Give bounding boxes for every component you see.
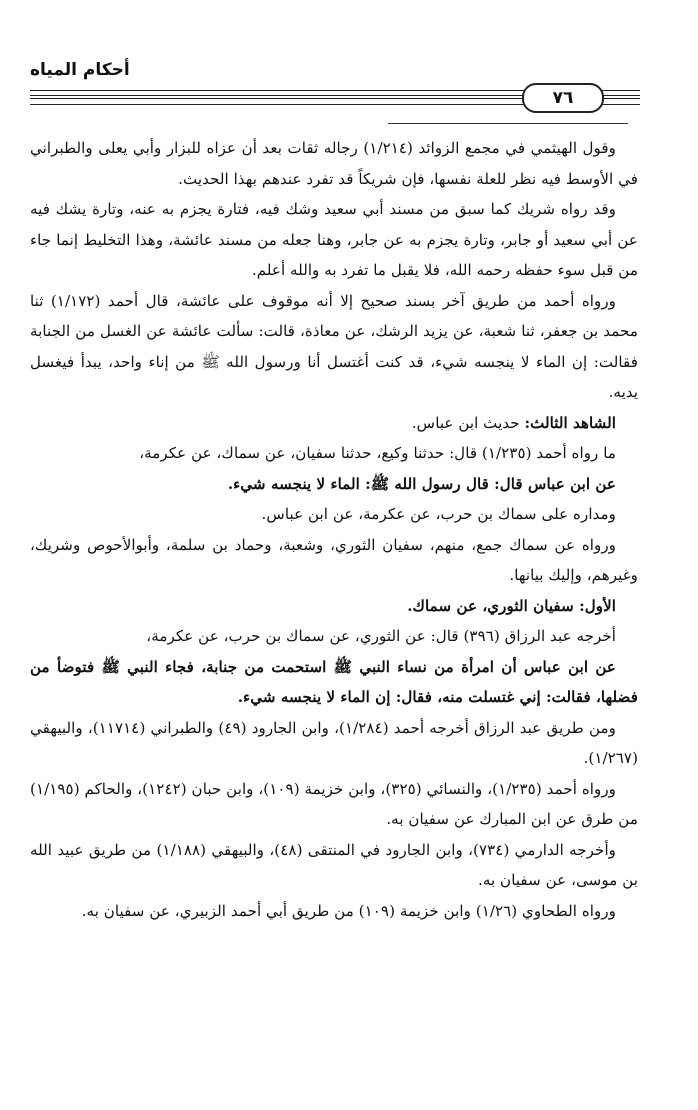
separator-line [388, 123, 628, 124]
hadith-text: عن ابن عباس أن امرأة من نساء النبي ﷺ استحمت من جنابة، فجاء النبي ﷺ فتوضأ من فضلها، فقالت: إني غتسلت منه، فقال: إن الماء لا ينجسه شيء. [30, 657, 638, 706]
paragraph: ورواه عن سماك جمع، منهم، سفيان الثوري، وشعبة، وحماد بن سلمة، وأبوالأحوص وشريك، وغيرهم، وإليك بيانها. [30, 535, 638, 584]
paragraph: ومداره على سماك بن حرب، عن عكرمة، عن ابن عباس. [261, 505, 616, 523]
section-heading: الأول: سفيان الثوري، عن سماك. [407, 596, 616, 615]
paragraph: أخرجه عبد الرزاق (٣٩٦) قال: عن الثوري، عن سماك بن حرب، عن عكرمة، [146, 627, 616, 645]
paragraph: ما رواه أحمد (١/٢٣٥) قال: حدثنا وكيع، حدثنا سفيان، عن سماك، عن عكرمة، [139, 444, 616, 462]
paragraph: وقد رواه شريك كما سبق من مسند أبي سعيد وشك فيه، فتارة يجزم به عنه، وتارة يشك فيه عن أبي سعيد أو جابر، وتارة يجزم به عن جابر، وهنا جعله من مسند عائشة، وهذا التخليط إنما جاء من قبل سوء حفظه رحمه الله، فلا يقبل ما تفرد به والله أعلم. [30, 200, 638, 279]
page-body [30, 133, 638, 926]
hadith-text: عن ابن عباس قال: قال رسول الله ﷺ: الماء لا ينجسه شيء. [227, 474, 616, 493]
page-number: ٧٦ [522, 83, 604, 113]
paragraph: ورواه أحمد من طريق آخر بسند صحيح إلا أنه موقوف على عائشة، قال أحمد (١/١٧٢) ثنا محمد بن جعفر، ثنا شعبة، عن يزيد الرشك، عن معاذة، قالت: سألت عائشة عن الغسل من الجنابة فقالت: إن الماء لا ينجسه شيء، قد كنت أغتسل أنا ورسول الله ﷺ من إناء واحد، يبدأ فيغسل يديه. [30, 291, 638, 401]
paragraph: ومن طريق عبد الرزاق أخرجه أحمد (١/٢٨٤)، وابن الجارود (٤٩) والطبراني (١١٧١٤)، والبيهقي (١/٢٦٧). [30, 718, 638, 767]
paragraph: ورواه أحمد (١/٢٣٥)، والنسائي (٣٢٥)، وابن خزيمة (١٠٩)، وابن حبان (١٢٤٢)، والحاكم (١/١٩٥) من طرق عن ابن المبارك عن سفيان به. [30, 779, 638, 828]
section-heading: الشاهد الثالث: [524, 413, 616, 432]
paragraph: ورواه الطحاوي (١/٢٦) وابن خزيمة (١٠٩) من طريق أبي أحمد الزبيري، عن سفيان به. [81, 901, 616, 920]
running-head-title: أحكام المياه [30, 60, 130, 80]
paragraph-text: حديث ابن عباس. [411, 413, 525, 432]
paragraph: وأخرجه الدارمي (٧٣٤)، وابن الجارود في المنتقى (٤٨)، والبيهقي (١/١٨٨) من طريق عبيد الله بن موسى، عن سفيان به. [30, 840, 638, 889]
paragraph [30, 408, 638, 439]
paragraph: وقول الهيثمي في مجمع الزوائد (١/٢١٤) رجاله ثقات بعد أن عزاه للبزار وأبي يعلى والطبراني في الأوسط فيه نظر للعلة نفسها، فإن شريكاً قد تفرد عندهم بهذا الحديث. [30, 139, 638, 188]
